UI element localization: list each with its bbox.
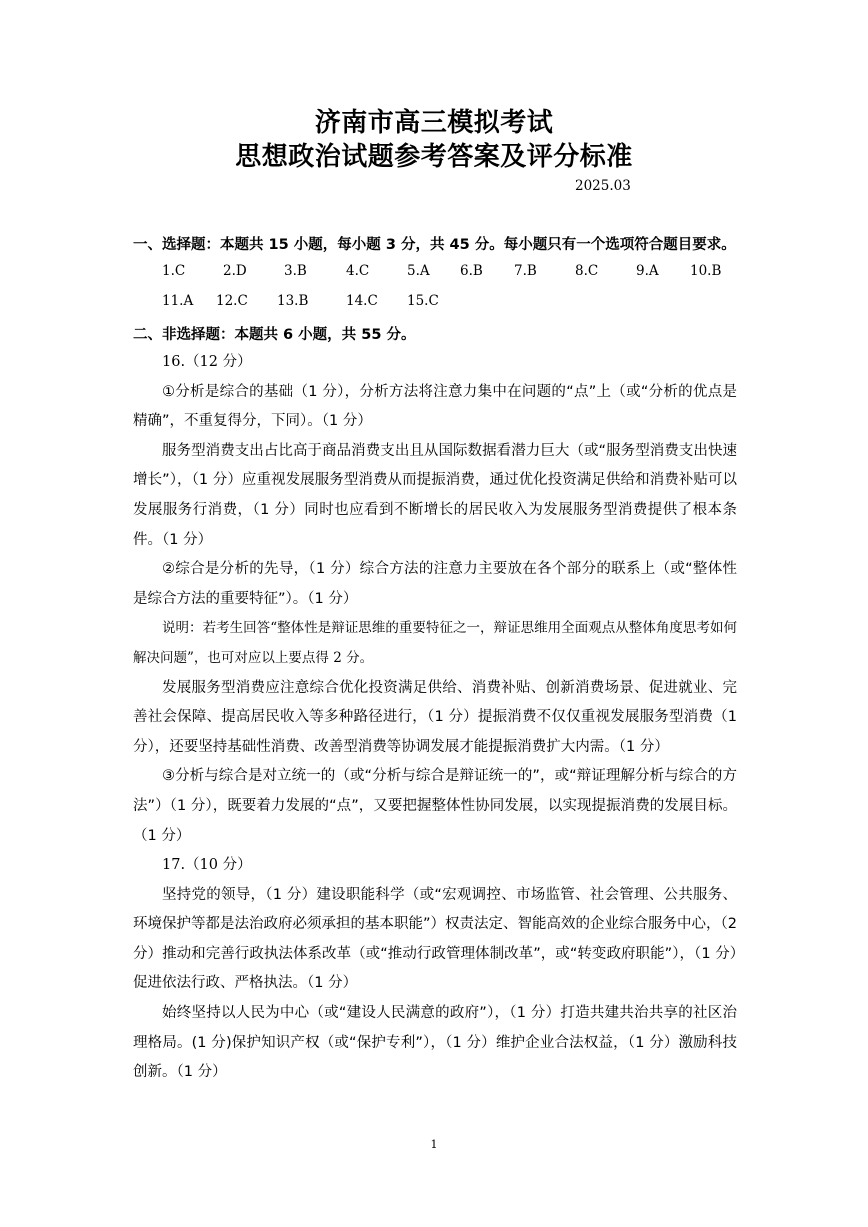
exam-date: 2025.03	[575, 178, 631, 194]
exam-subtitle: 思想政治试题参考答案及评分标准	[235, 142, 633, 172]
answer-item: 12.C	[216, 293, 248, 309]
q16-paragraph: 发展服务型消费应注意综合优化投资满足供给、消费补贴、创新消费场景、促进就业、完善社会保障、提高居民收入等多种路径进行，（1 分）提振消费不仅仅重视发展服务型消费（1 分），还要坚持基础性消费、改善型消费等协调发展才能提振消费扩大内需。（1 分）	[133, 679, 737, 755]
answer-item: 7.B	[514, 263, 537, 279]
answer-item: 9.A	[636, 263, 659, 279]
q17-paragraph: 始终坚持以人民为中心（或“建设人民满意的政府”），（1 分）打造共建共治共享的社区治理格局。(1 分)保护知识产权（或“保护专利”），（1 分）维护企业合法权益，（1 分）激励科技创新。（1 分）	[133, 1005, 737, 1081]
section-choice-heading: 一、选择题：本题共 15 小题，每小题 3 分，共 45 分。每小题只有一个选项符合题目要求。	[133, 237, 736, 253]
answer-item: 3.B	[284, 263, 307, 279]
question-17-heading: 17.（10 分）	[162, 857, 252, 874]
exam-title: 济南市高三模拟考试	[314, 108, 554, 138]
q17-paragraph: 坚持党的领导，（1 分）建设职能科学（或“宏观调控、市场监管、社会管理、公共服务、环境保护等都是法治政府必须承担的基本职能”）权责法定、智能高效的企业综合服务中心，（2 分）推动和完善行政执法体系改革（或“推动行政管理体制改革”，或“转变政府职能”），（1 分）促进依法行政、严格执法。（1 分）	[133, 886, 737, 992]
q16-paragraph: ①分析是综合的基础（1 分），分析方法将注意力集中在问题的“点”上（或“分析的优点是精确”，不重复得分，下同）。（1 分）	[133, 383, 737, 430]
q16-paragraph: ③分析与综合是对立统一的（或“分析与综合是辩证统一的”，或“辩证理解分析与综合的方法”）（1 分），既要着力发展的“点”，又要把握整体性协同发展，以实现提振消费的发展目标。（1 分）	[133, 768, 737, 844]
answer-item: 10.B	[690, 263, 722, 279]
answer-item: 11.A	[162, 293, 194, 309]
q16-paragraph: 服务型消费支出占比高于商品消费支出且从国际数据看潜力巨大（或“服务型消费支出快速增长”），（1 分）应重视发展服务型消费从而提振消费，通过优化投资满足供给和消费补贴可以发展服务行消费，（1 分）同时也应看到不断增长的居民收入为发展服务型消费提供了根本条件。（1 分）	[133, 442, 737, 548]
answer-item: 5.A	[407, 263, 430, 279]
answer-body	[133, 348, 737, 1088]
answer-item: 6.B	[460, 263, 483, 279]
answer-item: 15.C	[407, 293, 439, 309]
q16-scoring-note: 说明：若考生回答“整体性是辩证思维的重要特征之一，辩证思维用全面观点从整体角度思考如何解决问题”，也可对应以上要点得 2 分。	[133, 620, 737, 666]
answer-item: 2.D	[223, 263, 247, 279]
q16-paragraph: ②综合是分析的先导，（1 分）综合方法的注意力主要放在各个部分的联系上（或“整体性是综合方法的重要特征”）。（1 分）	[133, 561, 737, 607]
page-number: 1	[430, 1138, 438, 1151]
answer-item: 1.C	[162, 263, 186, 279]
answer-item: 8.C	[575, 263, 599, 279]
section-nonchoice-heading: 二、非选择题：本题共 6 小题，共 55 分。	[133, 327, 416, 343]
question-16-heading: 16.（12 分）	[162, 354, 252, 370]
answer-item: 4.C	[346, 263, 370, 279]
answer-item: 14.C	[346, 293, 378, 309]
answer-item: 13.B	[277, 293, 309, 309]
